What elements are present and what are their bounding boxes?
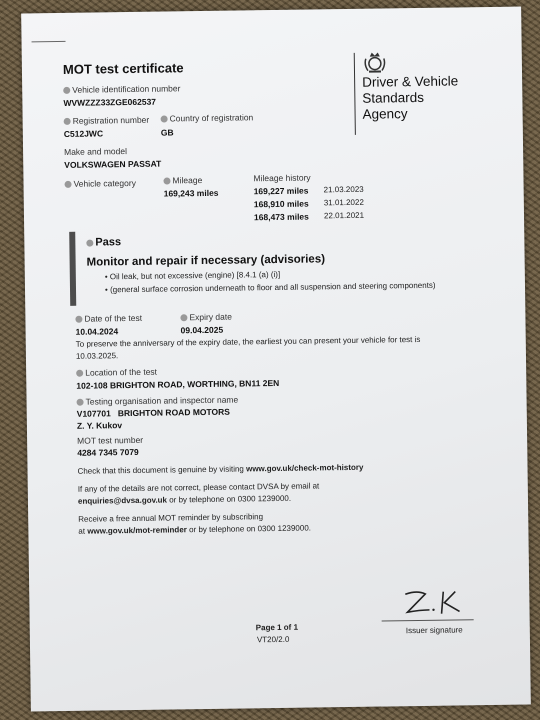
preserve-note-1: To preserve the anniversary of the expiry date, the earliest you can present your vehicle for test is bbox=[75, 334, 421, 349]
agency-line-3: Agency bbox=[362, 106, 408, 122]
agency-divider bbox=[354, 53, 356, 135]
vin-value: WVWZZZ33ZGE062537 bbox=[63, 96, 157, 108]
mileage-value: 169,243 miles bbox=[163, 187, 219, 199]
preserve-note-2: 10.03.2025. bbox=[75, 351, 119, 361]
expiry-date-label: Expiry date bbox=[180, 312, 232, 323]
issuer-signature bbox=[397, 585, 473, 620]
globe-icon bbox=[161, 115, 168, 122]
calendar-icon bbox=[180, 314, 187, 321]
certificate-paper bbox=[21, 7, 531, 712]
agency-name bbox=[362, 73, 459, 122]
info-icon bbox=[63, 87, 70, 94]
genuine-check-text: Check that this document is genuine by visiting www.gov.uk/check-mot-history bbox=[77, 462, 364, 476]
organisation-value: V107701 BRIGHTON ROAD MOTORS bbox=[76, 406, 231, 419]
calendar-icon bbox=[75, 316, 82, 323]
building-icon bbox=[77, 399, 84, 406]
advisories-heading: Monitor and repair if necessary (advisories) bbox=[86, 253, 326, 269]
mot-number-value: 4284 7345 7079 bbox=[77, 446, 139, 458]
history-miles-2: 168,910 miles bbox=[253, 198, 309, 210]
gauge-icon bbox=[163, 177, 170, 184]
history-miles-1: 169,227 miles bbox=[253, 185, 309, 197]
vin-label: Vehicle identification number bbox=[63, 83, 180, 95]
pass-status: Pass bbox=[86, 236, 121, 248]
signature-label: Issuer signature bbox=[405, 625, 463, 636]
page-title: MOT test certificate bbox=[62, 60, 184, 77]
registration-icon bbox=[64, 118, 71, 125]
mileage-history-label: Mileage history bbox=[253, 172, 311, 184]
registration-label: Registration number bbox=[64, 115, 150, 126]
agency-line-2: Standards bbox=[362, 89, 425, 106]
mot-number-label: MOT test number bbox=[77, 434, 144, 446]
signature-line bbox=[382, 619, 474, 621]
registration-value: C512JWC bbox=[63, 128, 104, 139]
pass-bar bbox=[69, 232, 76, 306]
car-icon bbox=[64, 181, 71, 188]
make-label: Make and model bbox=[64, 146, 127, 157]
page-number: Page 1 of 1 bbox=[255, 622, 299, 633]
test-date-value: 10.04.2024 bbox=[75, 326, 119, 337]
make-value: VOLKSWAGEN PASSAT bbox=[64, 158, 162, 170]
form-code: VT20/2.0 bbox=[256, 634, 290, 645]
check-mot-link: www.gov.uk/check-mot-history bbox=[246, 462, 364, 474]
mot-reminder-link: www.gov.uk/mot-reminder bbox=[87, 525, 187, 536]
royal-crest-icon bbox=[362, 50, 388, 74]
incorrect-details-2: enquiries@dvsa.gov.uk or by telephone on 0300 1239000. bbox=[77, 493, 292, 506]
location-value: 102-108 BRIGHTON ROAD, WORTHING, BN11 2EN bbox=[76, 377, 280, 391]
incorrect-details-1: If any of the details are not correct, please contact DVSA by email at bbox=[77, 481, 320, 494]
check-icon bbox=[86, 240, 93, 247]
corner-mark bbox=[32, 41, 66, 42]
history-miles-3: 168,473 miles bbox=[253, 211, 309, 223]
inspector-name: Z. Y. Kukov bbox=[76, 420, 123, 431]
history-date-3: 22.01.2021 bbox=[323, 210, 365, 221]
advisory-item: • Oil leak, but not excessive (engine) [8.4.1 (a) (i)] bbox=[105, 270, 280, 281]
location-label: Location of the test bbox=[76, 367, 157, 378]
country-label: Country of registration bbox=[161, 112, 254, 123]
test-date-label: Date of the test bbox=[75, 313, 142, 324]
dvsa-email: enquiries@dvsa.gov.uk bbox=[77, 495, 168, 506]
history-date-2: 31.01.2022 bbox=[323, 197, 364, 208]
category-label: Vehicle category bbox=[64, 178, 136, 189]
agency-line-1: Driver & Vehicle bbox=[362, 73, 459, 90]
history-date-1: 21.03.2023 bbox=[323, 184, 364, 195]
advisory-item: • (general surface corrosion underneath to floor and all suspension and steering components) bbox=[105, 281, 436, 295]
expiry-date-value: 09.04.2025 bbox=[180, 324, 224, 336]
reminder-text-2: at www.gov.uk/mot-reminder or by telephone on 0300 1239000. bbox=[78, 523, 312, 536]
country-value: GB bbox=[160, 127, 174, 138]
reminder-text-1: Receive a free annual MOT reminder by subscribing bbox=[78, 512, 264, 524]
location-pin-icon bbox=[76, 370, 83, 377]
organisation-label: Testing organisation and inspector name bbox=[77, 395, 239, 407]
mileage-label: Mileage bbox=[163, 175, 202, 186]
